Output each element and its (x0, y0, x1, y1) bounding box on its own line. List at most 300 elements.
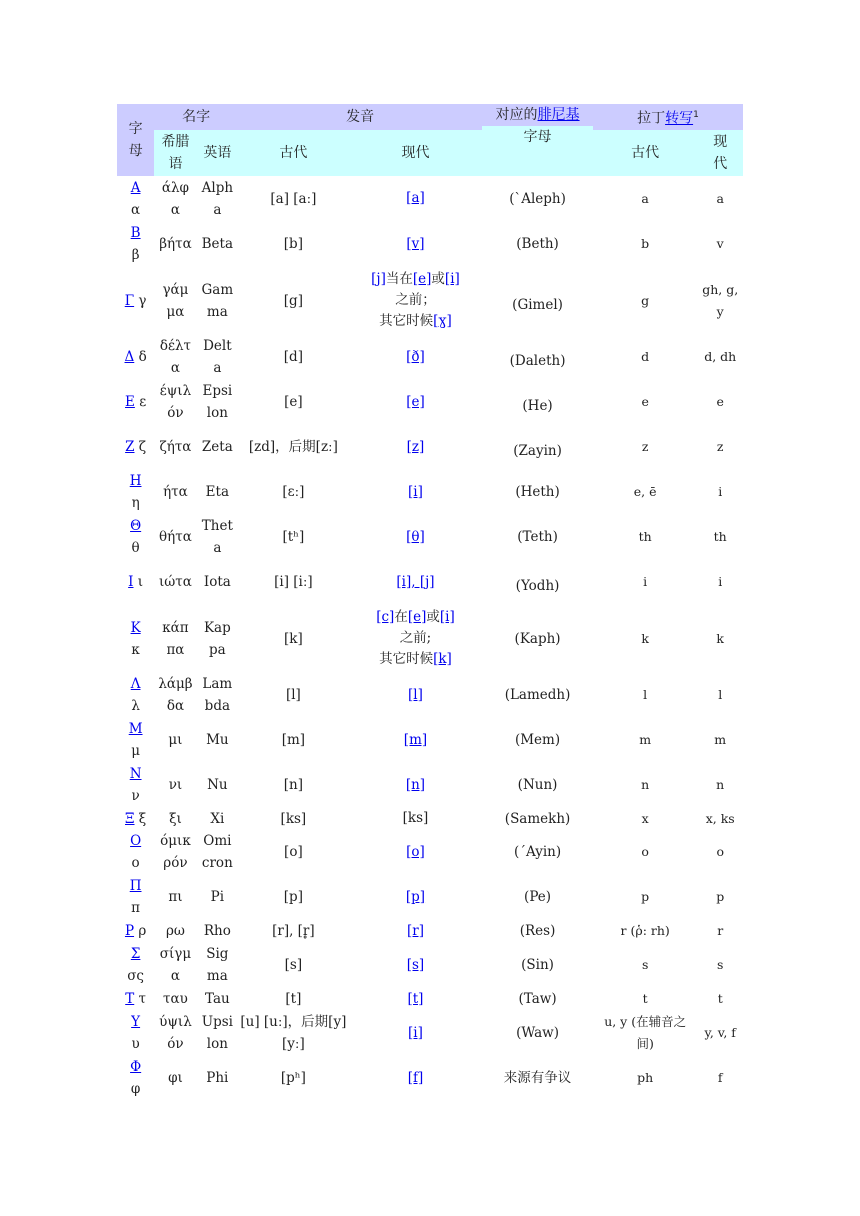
latin-modern-cell (697, 1056, 743, 1101)
phoenician-name: (ˊAyin) (513, 844, 562, 861)
footnote-marker[interactable]: 1 (693, 110, 699, 120)
modern-ipa-link[interactable]: [z] (406, 438, 425, 455)
modern-pronunciation-cell (349, 380, 482, 425)
table-row (117, 808, 743, 830)
uppercase-letter-link[interactable]: Ν (129, 766, 142, 783)
latin-modern-cell (697, 222, 743, 267)
letter-cell (117, 222, 154, 267)
latin-modern-cell (697, 718, 743, 763)
latin-modern-cell (697, 425, 743, 470)
ancient-pronunciation: [b] (283, 236, 303, 253)
phoenician-name: 来源有争议 (503, 1070, 572, 1087)
greek-name: ρω (165, 923, 185, 940)
latin-modern-cell (697, 808, 743, 830)
latin-ancient-cell (593, 222, 698, 267)
ancient-pronunciation-cell (238, 808, 349, 830)
latin-ancient-cell (593, 380, 698, 425)
greek-alphabet-table (117, 104, 743, 1101)
ancient-pronunciation-cell (238, 763, 349, 808)
latin-modern: a (716, 190, 724, 206)
latin-modern-cell (697, 267, 743, 335)
modern-ipa-link[interactable]: [e] (412, 271, 432, 288)
modern-pronunciation-cell (349, 988, 482, 1011)
modern-ipa-link[interactable]: [θ] (406, 528, 425, 545)
phoenician-cell (482, 1056, 593, 1101)
header-phoenician (482, 104, 593, 176)
ancient-pronunciation: [o] (284, 844, 303, 861)
letter-cell (117, 875, 154, 920)
letter-cell (117, 920, 154, 943)
english-name-cell (197, 830, 238, 875)
modern-ipa-link[interactable]: [t] (407, 990, 424, 1007)
latin-ancient-cell (593, 605, 698, 673)
letter-cell (117, 515, 154, 560)
table-row (117, 943, 743, 988)
phoenician-cell (482, 560, 593, 605)
modern-ipa-link[interactable]: [i] (408, 483, 423, 500)
table-body (117, 176, 743, 1101)
letter-cell (117, 988, 154, 1011)
greek-name-cell (154, 943, 196, 988)
phoenician-cell (482, 988, 593, 1011)
table-row (117, 875, 743, 920)
header-name: 名字 (154, 104, 238, 130)
phoenician-name: (Mem) (514, 732, 561, 749)
letter-cell (117, 605, 154, 673)
table-row (117, 335, 743, 380)
greek-name: έψιλόν (159, 383, 192, 422)
latin-ancient: e (641, 394, 649, 410)
latin-modern-cell (697, 515, 743, 560)
modern-pronunciation-cell (349, 605, 482, 673)
modern-ipa-link[interactable]: [i] (439, 609, 455, 626)
lowercase-letter: γ (138, 292, 147, 309)
latin-modern: o (716, 844, 724, 860)
uppercase-letter-link[interactable]: Θ (130, 518, 142, 535)
ancient-pronunciation: [tʰ] (282, 529, 305, 546)
header-phoenician-post: 字母 (482, 126, 593, 148)
greek-name: βήτα (159, 236, 192, 253)
greek-name: φι (168, 1070, 183, 1087)
uppercase-letter-link[interactable]: Δ (124, 349, 135, 366)
greek-name-cell (154, 560, 196, 605)
english-name: Kappa (203, 619, 231, 658)
uppercase-letter-link[interactable]: Π (129, 878, 142, 895)
ancient-pronunciation-cell (238, 267, 349, 335)
phoenician-name: (ˋAleph) (509, 190, 566, 207)
latin-modern: m (714, 732, 727, 748)
table-row (117, 267, 743, 335)
english-name: Epsilon (202, 383, 233, 422)
ancient-pronunciation: [p] (283, 889, 303, 906)
latin-modern: p (716, 889, 725, 905)
table-row (117, 673, 743, 718)
english-name-cell (197, 875, 238, 920)
modern-ipa-link[interactable]: [j] (371, 271, 386, 288)
letter-cell (117, 808, 154, 830)
greek-name-cell (154, 515, 196, 560)
ancient-pronunciation: [pʰ] (280, 1070, 306, 1087)
phoenician-cell (482, 222, 593, 267)
phoenician-cell (482, 176, 593, 222)
modern-ipa-link[interactable]: [s] (406, 956, 425, 973)
latin-ancient: e, ē (633, 484, 657, 500)
latin-ancient-cell (593, 560, 698, 605)
greek-name: μι (168, 732, 183, 749)
modern-ipa-link[interactable]: [k] (433, 651, 452, 668)
english-name: Eta (205, 484, 230, 501)
ancient-pronunciation: [i] [iː] (274, 574, 313, 591)
phoenician-cell (482, 763, 593, 808)
phoenician-name: (Nun) (517, 777, 558, 794)
modern-text: 或 (426, 609, 440, 626)
modern-ipa-link[interactable]: [m] (403, 731, 428, 748)
letter-cell (117, 267, 154, 335)
english-name: Delta (203, 338, 232, 377)
phoenician-name: (Pe) (524, 889, 552, 906)
latin-ancient: r (ῥ: rh) (620, 923, 670, 939)
table-row (117, 470, 743, 515)
lowercase-letter: θ (131, 540, 140, 557)
phoenician-cell (482, 267, 593, 335)
table-row (117, 763, 743, 808)
latin-modern-cell (697, 763, 743, 808)
english-name-cell (197, 808, 238, 830)
phoenician-name: (Gimel) (512, 296, 563, 313)
modern-pronunciation-cell (349, 1056, 482, 1101)
english-name: Zeta (201, 439, 233, 456)
phoenician-cell (482, 605, 593, 673)
phoenician-name: (Beth) (516, 236, 559, 253)
latin-modern-cell (697, 470, 743, 515)
table-row (117, 988, 743, 1011)
english-name-cell (197, 380, 238, 425)
greek-name-cell (154, 425, 196, 470)
english-name-cell (197, 718, 238, 763)
english-name-cell (197, 943, 238, 988)
modern-text: 其它时候 (379, 313, 434, 330)
header-greek: 希腊语 (154, 130, 196, 176)
modern-ipa-link[interactable]: [a] (406, 190, 425, 207)
english-name-cell (197, 1011, 238, 1056)
letter-cell (117, 380, 154, 425)
greek-name: ύψιλόν (159, 1014, 192, 1053)
latin-ancient: l (643, 687, 648, 703)
table-row (117, 1056, 743, 1101)
modern-pronunciation-cell (349, 763, 482, 808)
english-name-cell (197, 605, 238, 673)
latin-ancient-cell (593, 673, 698, 718)
modern-ipa-link[interactable]: [l] (408, 686, 423, 703)
modern-pronunciation-cell (349, 335, 482, 380)
latin-ancient: s (641, 957, 649, 973)
modern-text: 在 (394, 609, 408, 626)
english-name: Omicron (201, 833, 233, 872)
table-row (117, 605, 743, 673)
ancient-pronunciation-cell (238, 875, 349, 920)
modern-ipa-link[interactable]: [r] (406, 922, 424, 939)
greek-name-cell (154, 335, 196, 380)
phoenician-cell (482, 425, 593, 470)
latin-modern: k (716, 630, 724, 646)
header-latin-ancient: 古代 (593, 130, 698, 176)
latin-ancient-cell (593, 808, 698, 830)
letter-cell (117, 830, 154, 875)
latin-modern: v (716, 236, 724, 252)
modern-pronunciation-cell (349, 875, 482, 920)
table-row (117, 515, 743, 560)
latin-modern: i (718, 484, 723, 500)
ancient-pronunciation: [s] (284, 957, 303, 974)
english-name: Gamma (201, 281, 234, 320)
greek-name: δέλτα (159, 338, 192, 377)
english-name: Upsilon (201, 1014, 233, 1053)
latin-ancient: m (639, 732, 652, 748)
greek-name-cell (154, 1056, 196, 1101)
latin-ancient-cell (593, 335, 698, 380)
uppercase-letter-link[interactable]: Φ (130, 1059, 142, 1076)
ancient-pronunciation: [k] (284, 630, 303, 647)
latin-modern-cell (697, 988, 743, 1011)
latin-ancient: x (641, 810, 649, 826)
greek-name-cell (154, 808, 196, 830)
modern-ipa-link[interactable]: [i] (408, 1024, 423, 1041)
latin-ancient-cell (593, 920, 698, 943)
uppercase-letter-link[interactable]: Κ (130, 619, 141, 636)
greek-name-cell (154, 176, 196, 222)
greek-name-cell (154, 830, 196, 875)
lowercase-letter: κ (131, 641, 140, 658)
latin-ancient: i (643, 574, 648, 590)
phoenician-name: (He) (522, 398, 553, 415)
english-name: Pi (210, 889, 225, 906)
latin-modern: x, ks (705, 810, 735, 826)
ancient-pronunciation: [ɛː] (282, 484, 305, 501)
greek-name: ήτα (163, 484, 188, 501)
ancient-pronunciation: [zd]，后期[zː] (248, 439, 338, 456)
english-name-cell (197, 267, 238, 335)
modern-ipa-link[interactable]: [o] (406, 843, 425, 860)
latin-ancient-cell (593, 425, 698, 470)
greek-name-cell (154, 267, 196, 335)
lowercase-letter: π (131, 900, 141, 917)
english-name-cell (197, 763, 238, 808)
ancient-pronunciation-cell (238, 335, 349, 380)
latin-ancient-cell (593, 718, 698, 763)
ancient-pronunciation-cell (238, 718, 349, 763)
phoenician-cell (482, 920, 593, 943)
uppercase-letter-link[interactable]: Ο (130, 833, 142, 850)
ancient-pronunciation: [n] (283, 777, 303, 794)
lowercase-letter: λ (131, 698, 140, 715)
phoenician-name: (Daleth) (509, 353, 566, 370)
lowercase-letter: ζ (138, 439, 147, 456)
modern-ipa-link[interactable]: [ð] (406, 348, 425, 365)
lowercase-letter: β (131, 247, 140, 264)
phoenician-cell (482, 830, 593, 875)
ancient-pronunciation-cell (238, 920, 349, 943)
latin-ancient-cell (593, 267, 698, 335)
modern-pronunciation-cell (349, 830, 482, 875)
letter-cell (117, 470, 154, 515)
lowercase-letter: ι (137, 574, 144, 591)
modern-text: 当在 (385, 271, 413, 288)
lowercase-letter: ε (139, 394, 147, 411)
table-row (117, 830, 743, 875)
modern-ipa-link[interactable]: [n] (405, 776, 426, 793)
greek-name: γάμμα (162, 281, 189, 320)
phoenician-cell (482, 808, 593, 830)
ancient-pronunciation: [d] (283, 349, 303, 366)
uppercase-letter-link[interactable]: Γ (124, 292, 135, 309)
english-name: Iota (203, 574, 231, 591)
english-name: Nu (207, 777, 228, 794)
header-english: 英语 (197, 130, 238, 176)
greek-name-cell (154, 222, 196, 267)
modern-pronunciation-cell (349, 560, 482, 605)
uppercase-letter-link[interactable]: Η (129, 473, 142, 490)
english-name: Beta (201, 236, 234, 253)
latin-modern: th (713, 529, 727, 545)
header-phoenician-pre: 对应的 (495, 107, 538, 123)
modern-ipa-link[interactable]: [v] (406, 235, 425, 252)
latin-ancient-cell (593, 176, 698, 222)
latin-modern-cell (697, 830, 743, 875)
phoenician-name: (Kaph) (514, 630, 561, 647)
latin-ancient: k (641, 630, 649, 646)
modern-pronunciation-cell (349, 673, 482, 718)
uppercase-letter-link[interactable]: Υ (131, 1014, 141, 1031)
header-pronunciation: 发音 (238, 104, 482, 130)
phoenician-cell (482, 515, 593, 560)
modern-ipa-link[interactable]: [f] (407, 1069, 424, 1086)
table-row (117, 222, 743, 267)
transliteration-link[interactable]: 转写 (665, 110, 694, 127)
uppercase-letter-link[interactable]: Β (130, 225, 141, 242)
ancient-pronunciation: [a] [aː] (270, 190, 317, 207)
english-name-cell (197, 1056, 238, 1101)
english-name: Xi (210, 810, 225, 827)
latin-modern: n (716, 777, 725, 793)
latin-modern-cell (697, 1011, 743, 1056)
uppercase-letter-link[interactable]: Ε (125, 394, 135, 411)
ancient-pronunciation-cell (238, 425, 349, 470)
latin-modern: z (716, 439, 724, 455)
header-ancient: 古代 (238, 130, 349, 176)
ancient-pronunciation: [m] (281, 732, 306, 749)
phoenician-cell (482, 673, 593, 718)
table-row (117, 560, 743, 605)
latin-modern-cell (697, 943, 743, 988)
phoenician-name: (Waw) (516, 1025, 559, 1042)
greek-name: θήτα (159, 529, 192, 546)
latin-ancient: t (642, 991, 648, 1007)
table-row (117, 380, 743, 425)
latin-modern: y, v, f (704, 1025, 736, 1041)
lowercase-letter: ο (131, 855, 140, 872)
english-name: Sigma (206, 946, 229, 985)
modern-ipa-link[interactable]: [ɣ] (433, 313, 452, 330)
uppercase-letter-link[interactable]: Α (130, 179, 141, 196)
phoenician-link[interactable]: 腓尼基 (537, 107, 580, 123)
english-name-cell (197, 920, 238, 943)
latin-ancient: a (641, 190, 649, 206)
ancient-pronunciation-cell (238, 830, 349, 875)
latin-ancient: b (641, 236, 650, 252)
lowercase-letter: ρ (138, 923, 147, 940)
phoenician-name: (Teth) (517, 529, 558, 546)
modern-text: 之前; (399, 630, 432, 647)
ancient-pronunciation: [t] (285, 991, 302, 1008)
latin-modern-cell (697, 335, 743, 380)
modern-ipa-link[interactable]: [p] (405, 888, 426, 905)
greek-name-cell (154, 920, 196, 943)
english-name: Phi (206, 1070, 229, 1087)
greek-name-cell (154, 1011, 196, 1056)
modern-text: 之前； (395, 292, 436, 309)
uppercase-letter-link[interactable]: Ξ (125, 810, 135, 827)
modern-text: 或 (431, 271, 445, 288)
english-name: Rho (203, 923, 231, 940)
latin-ancient: p (641, 889, 650, 905)
latin-ancient: z (641, 439, 649, 455)
ancient-pronunciation: [l] (285, 687, 301, 704)
uppercase-letter-link[interactable]: Λ (130, 676, 141, 693)
latin-modern-cell (697, 176, 743, 222)
modern-ipa-link[interactable]: [e] (407, 609, 427, 626)
modern-ipa-link[interactable]: [i], [j] (396, 573, 435, 590)
greek-name: κάππα (162, 619, 189, 658)
latin-ancient-cell (593, 988, 698, 1011)
table-row (117, 920, 743, 943)
header-latin (593, 104, 743, 130)
modern-ipa-link[interactable]: [c] (376, 609, 395, 626)
uppercase-letter-link[interactable]: Σ (130, 946, 141, 963)
phoenician-name: (Samekh) (504, 810, 571, 827)
greek-name-cell (154, 718, 196, 763)
uppercase-letter-link[interactable]: Ζ (125, 439, 135, 456)
uppercase-letter-link[interactable]: Μ (128, 721, 143, 738)
uppercase-letter-link[interactable]: Ι (128, 574, 134, 591)
uppercase-letter-link[interactable]: Τ (125, 991, 135, 1008)
english-name-cell (197, 470, 238, 515)
lowercase-letter: η (131, 495, 140, 512)
uppercase-letter-link[interactable]: Ρ (124, 923, 135, 940)
table-row (117, 718, 743, 763)
latin-modern: r (717, 923, 724, 939)
latin-modern: e (716, 394, 724, 410)
greek-name: ξι (169, 810, 182, 827)
phoenician-name: (Res) (519, 923, 556, 940)
phoenician-cell (482, 335, 593, 380)
letter-cell (117, 425, 154, 470)
latin-ancient: u, y (在辅音之间) (604, 1014, 687, 1052)
greek-name: ιώτα (159, 574, 192, 591)
lowercase-letter: τ (138, 991, 146, 1008)
latin-modern-cell (697, 560, 743, 605)
latin-ancient: n (641, 777, 650, 793)
greek-name: ζήτα (159, 439, 192, 456)
modern-ipa-link[interactable]: [e] (406, 393, 425, 410)
lowercase-letter: μ (131, 743, 140, 760)
greek-name-cell (154, 380, 196, 425)
modern-ipa-link[interactable]: [i] (444, 271, 460, 288)
letter-cell (117, 176, 154, 222)
table-row (117, 176, 743, 222)
phoenician-cell (482, 718, 593, 763)
ancient-pronunciation: [ks] (280, 810, 307, 827)
english-name: Lambda (202, 676, 233, 715)
